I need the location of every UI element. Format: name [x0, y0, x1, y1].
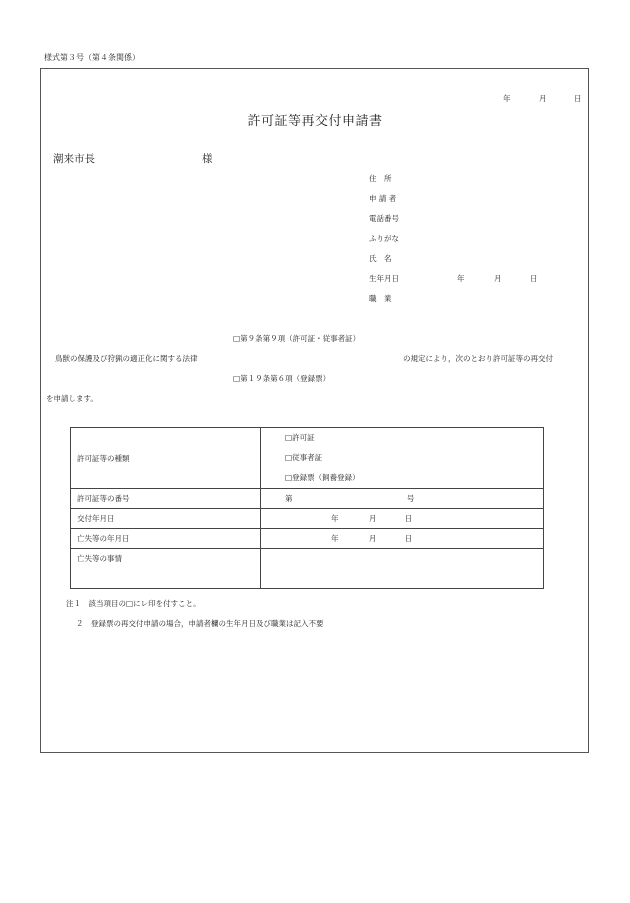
number-suffix: 号: [406, 494, 415, 503]
table-row: [71, 509, 544, 529]
applicant-label: 申 請 者: [369, 194, 397, 203]
birth-day-label: 日: [530, 274, 538, 283]
table-row: [71, 489, 544, 509]
number-prefix: 第: [285, 494, 293, 503]
checkbox-worker-cert[interactable]: □従事者証: [285, 453, 323, 462]
issue-date-label: 交付年月日: [71, 509, 261, 529]
date-year-label: 年: [503, 94, 511, 103]
address-label: 住 所: [369, 174, 392, 183]
date-month-label: 月: [539, 94, 547, 103]
phone-label: 電話番号: [369, 214, 399, 223]
loss-day: 日: [404, 534, 413, 543]
addressee-name: 潮来市長: [53, 153, 95, 165]
table-row: [71, 529, 544, 549]
loss-reason-field[interactable]: [261, 549, 544, 589]
checkbox-registration[interactable]: □登録票（飼養登録）: [285, 473, 360, 482]
type-label: 許可証等の種類: [71, 428, 261, 489]
loss-date-label: 亡失等の年月日: [71, 529, 261, 549]
form-frame: [40, 68, 589, 753]
law-name: 鳥獣の保護及び狩猟の適正化に関する法律: [55, 354, 198, 363]
loss-year: 年: [331, 534, 339, 543]
form-title: 許可証等再交付申請書: [247, 114, 383, 129]
addressee-honorific: 様: [202, 153, 213, 165]
birth-month-label: 月: [494, 274, 502, 283]
closing-text: を申請します。: [46, 394, 98, 403]
loss-month: 月: [368, 534, 377, 543]
number-field[interactable]: [261, 489, 544, 509]
provision-suffix: の規定により，次のとおり許可証等の再交付: [403, 354, 553, 363]
issue-date-field[interactable]: [261, 509, 544, 529]
loss-reason-label: 亡失等の事情: [71, 549, 261, 589]
table-row: [71, 549, 544, 589]
option-article-19: □第１９条第６項（登録票）: [233, 374, 331, 383]
checkbox-permit[interactable]: □許可証: [285, 433, 315, 442]
date-day-label: 日: [574, 94, 582, 103]
option-article-9: □第９条第９項（許可証・従事者証）: [233, 334, 361, 343]
issue-month: 月: [368, 514, 377, 523]
occupation-label: 職 業: [369, 294, 392, 303]
type-options: [261, 428, 544, 489]
note-1: 注１ 該当項目の□にレ印を付すこと。: [66, 599, 201, 608]
note-2: ２ 登録票の再交付申請の場合，申請者欄の生年月日及び職業は記入不要: [76, 619, 324, 628]
table-row: [71, 428, 544, 489]
birth-year-label: 年: [457, 274, 465, 283]
issue-day: 日: [404, 514, 413, 523]
furigana-label: ふりがな: [369, 234, 399, 243]
issue-year: 年: [331, 514, 339, 523]
form-number: 様式第３号（第４条関係）: [44, 53, 140, 62]
loss-date-field[interactable]: [261, 529, 544, 549]
reissue-table: [70, 427, 544, 589]
birthdate-label: 生年月日: [369, 274, 399, 283]
name-label: 氏 名: [369, 254, 392, 263]
number-label: 許可証等の番号: [71, 489, 261, 509]
